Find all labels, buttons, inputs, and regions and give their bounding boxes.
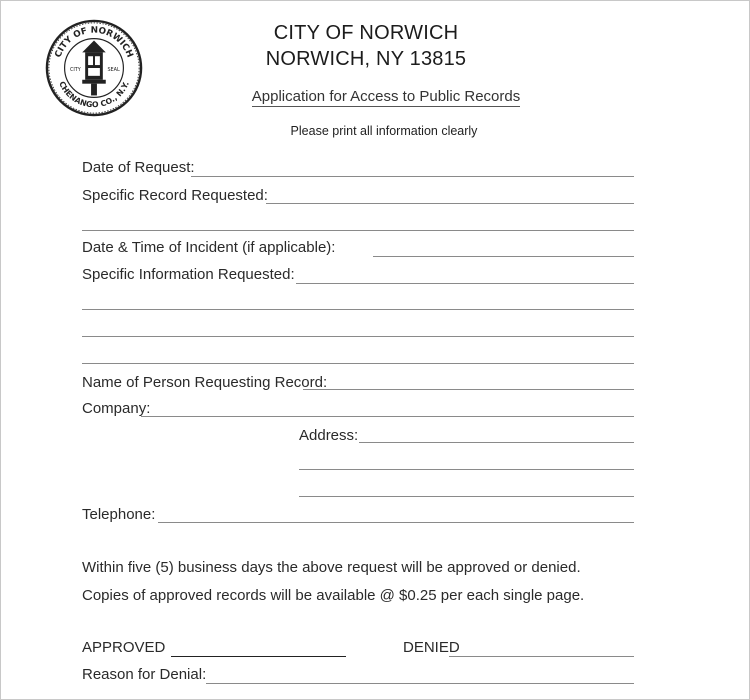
notice-line-2: Copies of approved records will be available @ $0.25 per each single page. (82, 587, 585, 604)
address-label: Address: (299, 427, 359, 444)
date-time-incident-label: Date & Time of Incident (if applicable): (82, 239, 336, 256)
telephone-label: Telephone: (82, 506, 156, 523)
specific-information-line-3[interactable] (82, 336, 634, 337)
seal-center-left: CITY (69, 66, 81, 73)
city-address: NORWICH, NY 13815 (265, 48, 467, 70)
specific-information-line-4[interactable] (82, 363, 634, 364)
seal-center-right: SEAL (107, 66, 120, 73)
reason-for-denial-label: Reason for Denial: (82, 666, 207, 683)
company-line[interactable] (141, 416, 634, 417)
telephone-line[interactable] (158, 522, 634, 523)
specific-record-label: Specific Record Requested: (82, 187, 268, 204)
address-line[interactable] (359, 442, 634, 443)
date-of-request-line[interactable] (191, 176, 634, 177)
specific-information-line[interactable] (296, 283, 634, 284)
notice-line-1: Within five (5) business days the above request will be approved or denied. (82, 559, 581, 576)
denied-label: DENIED (403, 639, 460, 656)
approved-label: APPROVED (82, 639, 166, 656)
city-name: CITY OF NORWICH (273, 22, 459, 44)
print-instruction: Please print all information clearly (290, 124, 478, 138)
specific-information-label: Specific Information Requested: (82, 266, 295, 283)
name-of-person-line[interactable] (303, 389, 634, 390)
specific-record-line-2[interactable] (82, 230, 634, 231)
denied-line[interactable] (449, 656, 634, 657)
address-line-2[interactable] (299, 469, 634, 470)
seal-bottom-text: CHENANGO CO., N.Y. (57, 79, 131, 110)
form-title: Application for Access to Public Records (251, 88, 521, 105)
reason-for-denial-line[interactable] (206, 683, 634, 684)
name-of-person-label: Name of Person Requesting Record: (82, 374, 328, 391)
specific-record-line[interactable] (266, 203, 634, 204)
date-time-incident-line[interactable] (373, 256, 634, 257)
address-line-3[interactable] (299, 496, 634, 497)
specific-information-line-2[interactable] (82, 309, 634, 310)
company-label: Company: (82, 400, 151, 417)
approved-line[interactable] (171, 656, 346, 657)
seal-top-text: CITY OF NORWICH (53, 25, 135, 60)
date-of-request-label: Date of Request: (82, 159, 195, 176)
